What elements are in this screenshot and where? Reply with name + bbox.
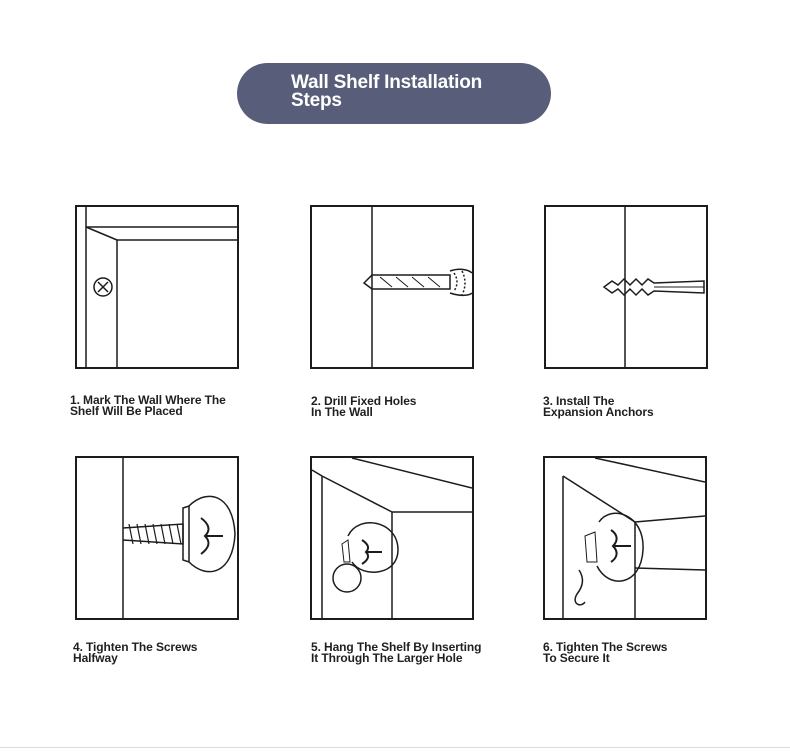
step-1-illustration bbox=[75, 205, 239, 369]
page-title: Wall Shelf Installation Steps bbox=[291, 72, 483, 111]
step-5-caption: 5. Hang The Shelf By Inserting It Through The Larger Hole bbox=[311, 640, 482, 665]
step-3-illustration bbox=[544, 205, 708, 369]
wall-mark-icon bbox=[77, 207, 237, 367]
screw-icon bbox=[77, 458, 237, 618]
shelf-secure-icon bbox=[545, 458, 705, 618]
drill-bit-icon bbox=[312, 207, 472, 367]
bottom-divider bbox=[0, 747, 790, 748]
shelf-hang-icon bbox=[312, 458, 472, 618]
step-4-illustration bbox=[75, 456, 239, 620]
step-3-caption: 3. Install The Expansion Anchors bbox=[543, 394, 654, 419]
step-4-caption: 4. Tighten The Screws Halfway bbox=[73, 640, 198, 665]
title-banner bbox=[237, 63, 551, 124]
step-6-illustration bbox=[543, 456, 707, 620]
step-2-illustration bbox=[310, 205, 474, 369]
step-2-caption: 2. Drill Fixed Holes In The Wall bbox=[311, 394, 417, 419]
step-1-caption: 1. Mark The Wall Where The Shelf Will Be Placed bbox=[70, 393, 226, 418]
expansion-anchor-icon bbox=[546, 207, 706, 367]
step-5-illustration bbox=[310, 456, 474, 620]
step-6-caption: 6. Tighten The Screws To Secure It bbox=[543, 640, 668, 665]
